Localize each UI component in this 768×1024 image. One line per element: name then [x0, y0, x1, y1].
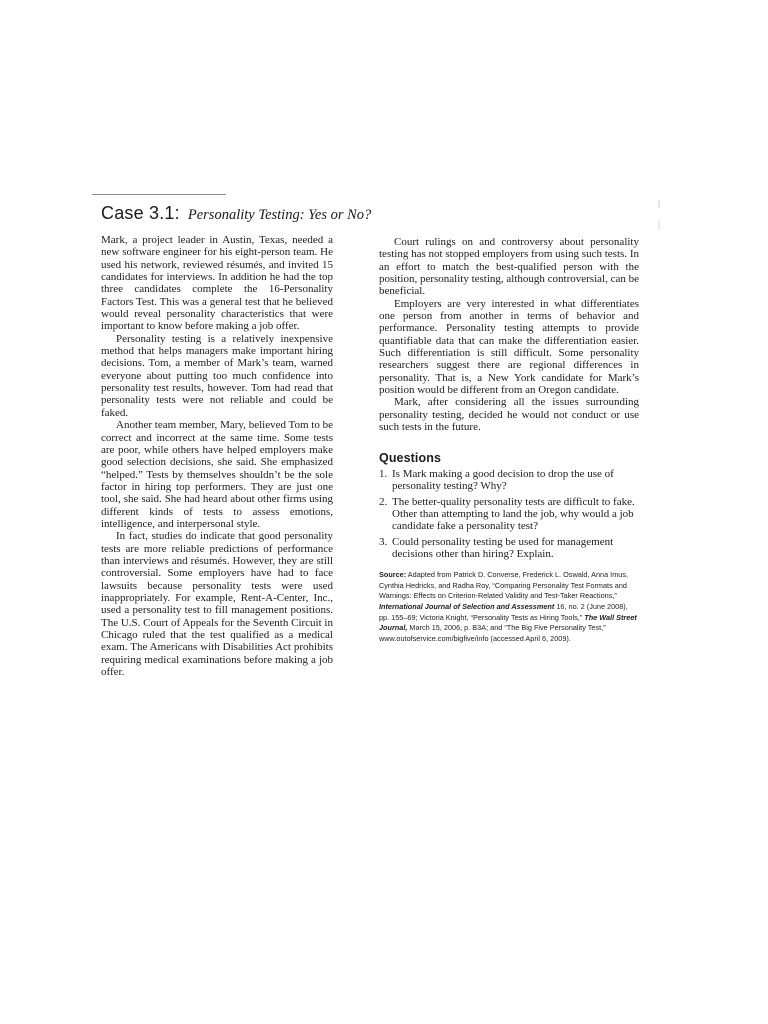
question-text: Could personality testing be used for management decisions other than hiring? Explain.: [392, 535, 614, 560]
question-text: Is Mark making a good decision to drop the use of personality testing? Why?: [392, 467, 614, 493]
case-label: Case 3.1:: [101, 203, 180, 223]
source-journal: The Wall Street Journal,: [379, 612, 637, 633]
paragraph: Employers are very interested in what differentiates one person from another in terms of behavior and performance. Personality testing attempts to provide quantifiable data that can make the differentiation easier. Such differentiation is still difficult. Some personality researchers suggest there are regional differences in personality. That is, a New York candidate for Mark’s position would be different from an Oregon candidate.: [379, 297, 639, 397]
paragraph: Mark, after considering all the issues surrounding personality testing, decided he would not conduct or use such tests in the future.: [379, 396, 639, 434]
paragraph: Personality testing is a relatively inexpensive method that helps managers make important hiring decisions. Tom, a member of Mark’s team, warned everyone about putting too much confidence into personality test results, however. Tom had read that personality tests were not reliable and could be faked.: [101, 332, 333, 419]
source-journal: International Journal of Selection and Assessment: [379, 602, 555, 612]
question-item: [379, 536, 639, 561]
source-text: Adapted from Patrick D. Converse, Frederick L. Oswald, Anna Imus, Cynthia Hedricks, and Radha Roy, “Comparing Personality Test Formats and Warnings: Effects on Criterion-Related Validity and Test-Taker Reactions,”: [379, 570, 629, 601]
questions-list: [379, 468, 639, 560]
question-number: 3.: [379, 535, 388, 548]
left-column: [101, 234, 333, 678]
source-label: Source:: [379, 570, 407, 580]
question-number: 1.: [379, 467, 388, 480]
source-note: [379, 570, 639, 644]
paragraph: In fact, studies do indicate that good personality tests are more reliable predictions of performance than interviews and résumés. However, they are still controversial. Some employers have had to face lawsuits because personality tests were used inappropriately. For example, Rent-A-Center, Inc., used a personality test to fill management positions. The U.S. Court of Appeals for the Seventh Circuit in Chicago ruled that the test qualified as a medical exam. The Americans with Disabilities Act prohibits requiring medical examinations before making a job offer.: [101, 530, 333, 679]
source-text: March 15, 2006, p. B3A; and “The Big Five Personality Test,” www.outofservice.com/bigfive/info (accessed April 6, 2009).: [379, 623, 606, 643]
paragraph: Court rulings on and controversy about personality testing has not stopped employers from using such tests. In an effort to match the best-qualified person with the position, personality testing, although controversial, can be beneficial.: [379, 236, 639, 298]
questions-heading: Questions: [379, 450, 442, 465]
question-item: [379, 496, 639, 533]
right-column: [379, 236, 639, 644]
header-rule: [92, 194, 226, 195]
scan-edge-marks: [658, 200, 660, 280]
question-item: [379, 468, 639, 493]
paragraph: Another team member, Mary, believed Tom to be correct and incorrect at the same time. Some tests are poor, while others have helped employers make good selection decisions, she said. She emphasized “helped.” Tests by themselves shouldn’t be the sole factor in hiring top performers. They are just one tool, she said. She had heard about other firms using different kinds of tests to assess emotions, intelligence, and interpersonal style.: [101, 419, 333, 530]
paragraph: Mark, a project leader in Austin, Texas, needed a new software engineer for his eight-person team. He used his network, reviewed résumés, and invited 15 candidates for interviews. In addition he had the top three candidates complete the 16-Personality Factors Test. This was a general test that he believed would reveal personality characteristics that were important to know before making a job offer.: [101, 234, 333, 333]
question-text: The better-quality personality tests are difficult to fake. Other than attempting to land the job, why would a job candidate fake a personality test?: [392, 495, 635, 533]
source-text: 16, no. 2 (June 2008), pp. 155–69; Victoria Knight, “Personality Tests as Hiring Tools,”: [379, 602, 628, 622]
question-number: 2.: [379, 495, 388, 508]
case-heading: [101, 203, 661, 224]
case-title: Personality Testing: Yes or No?: [187, 207, 372, 223]
